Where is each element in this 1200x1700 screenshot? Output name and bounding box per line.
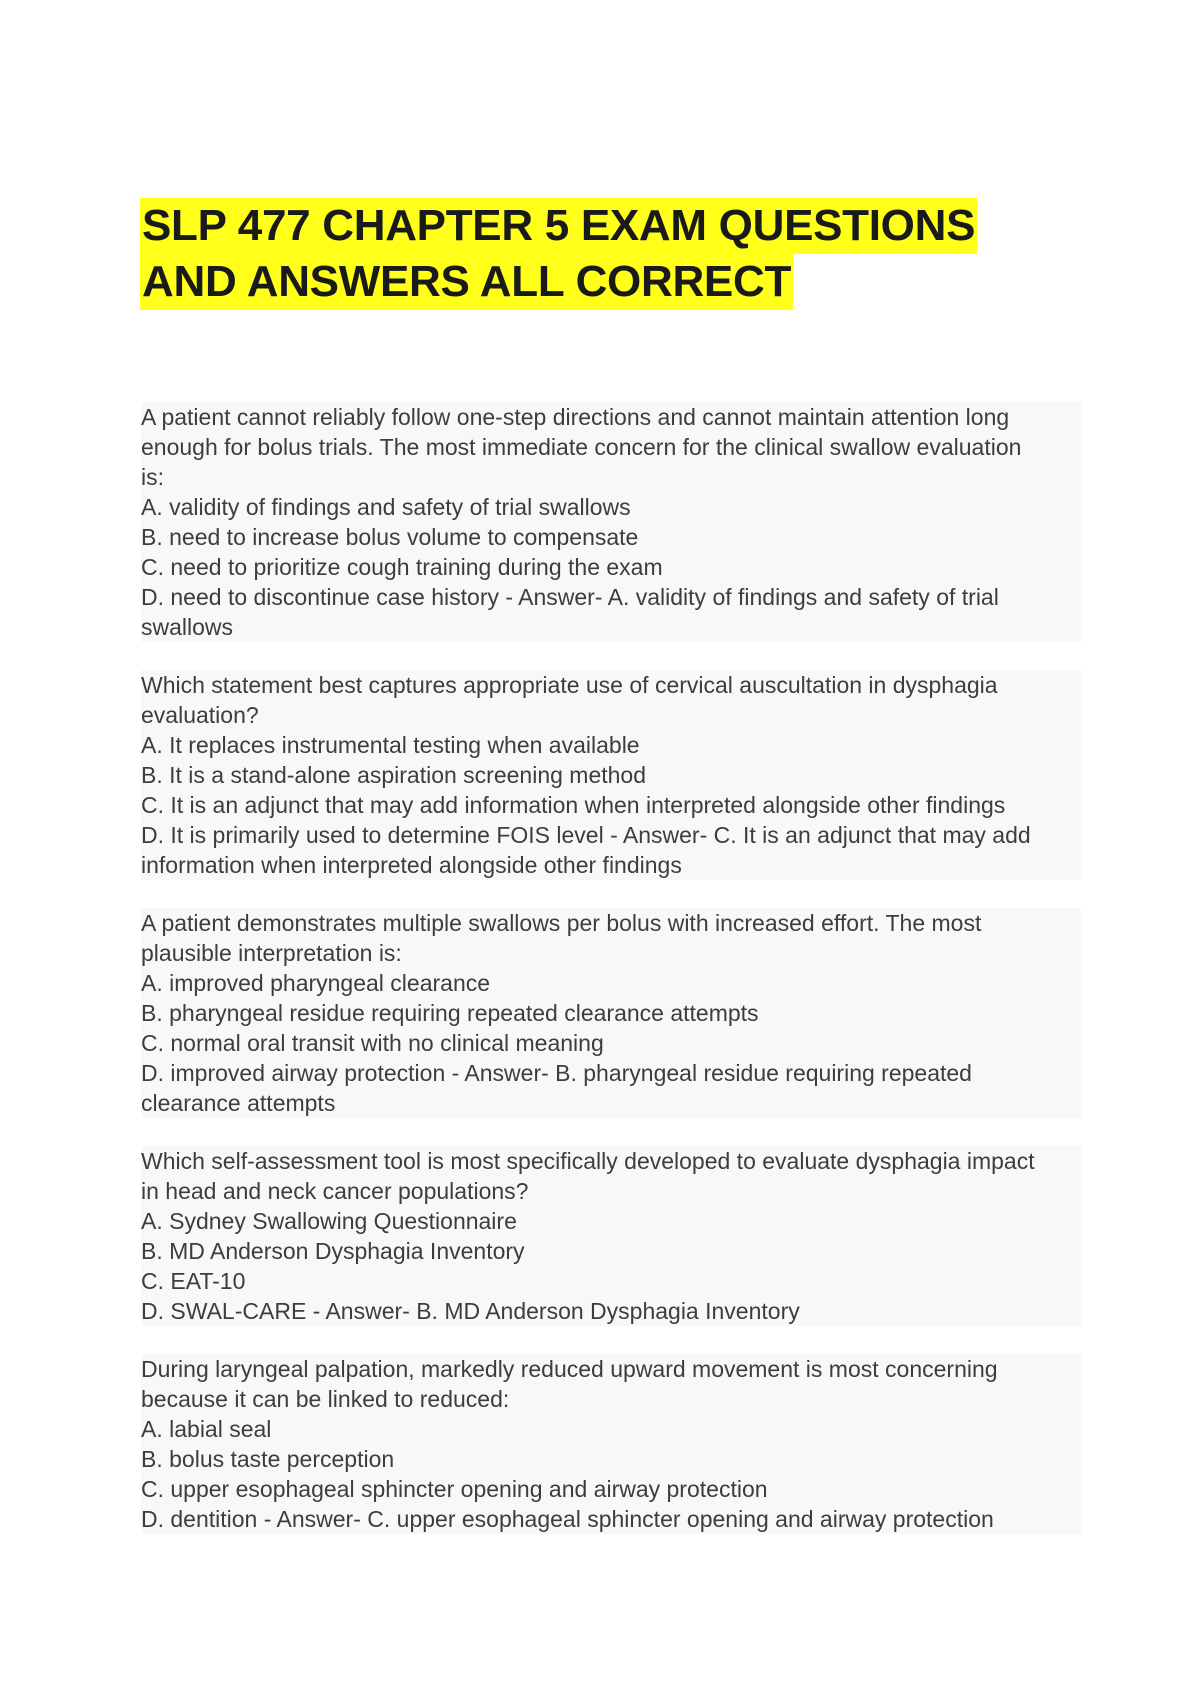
title-line-2: AND ANSWERS ALL CORRECT <box>140 254 793 310</box>
question-block-2 <box>141 670 1081 880</box>
question-3-line: A patient demonstrates multiple swallows per bolus with increased effort. The most <box>141 908 1081 938</box>
question-5-line: During laryngeal palpation, markedly reduced upward movement is most concerning <box>141 1354 1081 1384</box>
question-3-answer-continued: clearance attempts <box>141 1088 1081 1118</box>
title-line-1: SLP 477 CHAPTER 5 EXAM QUESTIONS <box>140 198 977 254</box>
question-5-option-a: A. labial seal <box>141 1414 1081 1444</box>
question-3-line: plausible interpretation is: <box>141 938 1081 968</box>
question-list <box>141 402 1081 1562</box>
question-2-option-b: B. It is a stand-alone aspiration screening method <box>141 760 1081 790</box>
question-block-5 <box>141 1354 1081 1534</box>
question-1-option-c: C. need to prioritize cough training during the exam <box>141 552 1081 582</box>
question-1-line: is: <box>141 462 1081 492</box>
question-2-line: Which statement best captures appropriate use of cervical auscultation in dysphagia <box>141 670 1081 700</box>
question-block-4 <box>141 1146 1081 1326</box>
question-block-1 <box>141 402 1081 642</box>
question-2-option-d-answer: D. It is primarily used to determine FOIS level - Answer- C. It is an adjunct that may add <box>141 820 1081 850</box>
question-block-3 <box>141 908 1081 1118</box>
question-4-option-c: C. EAT-10 <box>141 1266 1081 1296</box>
question-4-line: Which self-assessment tool is most specifically developed to evaluate dysphagia impact <box>141 1146 1081 1176</box>
question-1-line: enough for bolus trials. The most immediate concern for the clinical swallow evaluation <box>141 432 1081 462</box>
question-1-option-b: B. need to increase bolus volume to compensate <box>141 522 1081 552</box>
question-5-option-d-answer: D. dentition - Answer- C. upper esophageal sphincter opening and airway protection <box>141 1504 1081 1534</box>
question-5-option-b: B. bolus taste perception <box>141 1444 1081 1474</box>
question-4-line: in head and neck cancer populations? <box>141 1176 1081 1206</box>
question-4-option-a: A. Sydney Swallowing Questionnaire <box>141 1206 1081 1236</box>
question-4-option-d-answer: D. SWAL-CARE - Answer- B. MD Anderson Dysphagia Inventory <box>141 1296 1081 1326</box>
question-3-option-a: A. improved pharyngeal clearance <box>141 968 1081 998</box>
question-5-option-c: C. upper esophageal sphincter opening and airway protection <box>141 1474 1081 1504</box>
question-2-option-c: C. It is an adjunct that may add information when interpreted alongside other findings <box>141 790 1081 820</box>
question-2-option-a: A. It replaces instrumental testing when available <box>141 730 1081 760</box>
question-2-line: evaluation? <box>141 700 1081 730</box>
question-2-answer-continued: information when interpreted alongside other findings <box>141 850 1081 880</box>
document-title <box>140 198 1080 310</box>
question-5-line: because it can be linked to reduced: <box>141 1384 1081 1414</box>
question-1-option-a: A. validity of findings and safety of trial swallows <box>141 492 1081 522</box>
question-1-answer-continued: swallows <box>141 612 1081 642</box>
question-3-option-b: B. pharyngeal residue requiring repeated clearance attempts <box>141 998 1081 1028</box>
question-1-option-d-answer: D. need to discontinue case history - Answer- A. validity of findings and safety of trial <box>141 582 1081 612</box>
question-3-option-c: C. normal oral transit with no clinical meaning <box>141 1028 1081 1058</box>
question-1-line: A patient cannot reliably follow one-step directions and cannot maintain attention long <box>141 402 1081 432</box>
question-3-option-d-answer: D. improved airway protection - Answer- B. pharyngeal residue requiring repeated <box>141 1058 1081 1088</box>
question-4-option-b: B. MD Anderson Dysphagia Inventory <box>141 1236 1081 1266</box>
